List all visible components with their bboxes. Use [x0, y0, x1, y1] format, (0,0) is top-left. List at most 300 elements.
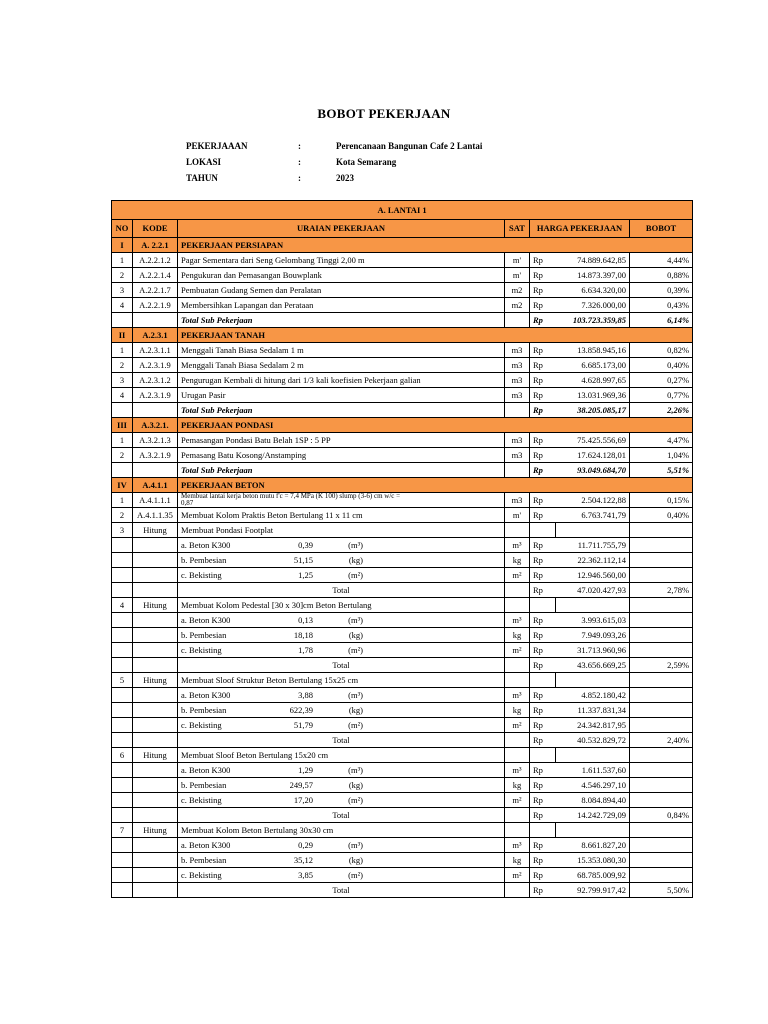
- subtotal-harga: 38.205.085,17: [556, 403, 630, 418]
- sub-item-qty: 1,25: [298, 569, 313, 580]
- blank-cell: [630, 598, 693, 613]
- item-row: [112, 373, 693, 388]
- blank-cell: [505, 808, 530, 823]
- blank-cell: [133, 838, 178, 853]
- blank-cell: [112, 868, 133, 883]
- sub-item-unit: (kg): [348, 704, 363, 715]
- sub-item-desc: [178, 628, 505, 643]
- blank-cell: [112, 403, 133, 418]
- group-total-rp: Rp: [530, 808, 556, 823]
- sub-item-row: [112, 538, 693, 553]
- blank-cell: [630, 823, 693, 838]
- blank-cell: [133, 763, 178, 778]
- sub-item-sat: m³: [505, 538, 530, 553]
- blank-cell: [133, 733, 178, 748]
- col-header-sat: SAT: [505, 220, 530, 238]
- group-kode: Hitung: [133, 673, 178, 688]
- item-no: 1: [112, 253, 133, 268]
- item-uraian: Membersihkan Lapangan dan Perataan: [178, 298, 505, 313]
- group-total-bobot: 2,40%: [630, 733, 693, 748]
- sub-item: [181, 839, 363, 852]
- section-kode: A.4.1.1: [133, 478, 178, 493]
- item-uraian: Pagar Sementara dari Seng Gelombang Tinggi 2,00 m: [178, 253, 505, 268]
- item-row: [112, 343, 693, 358]
- item-kode: A.3.2.1.9: [133, 448, 178, 463]
- group-kode: Hitung: [133, 823, 178, 838]
- subtotal-label: Total Sub Pekerjaan: [178, 463, 505, 478]
- meta-value: 2023: [336, 173, 354, 183]
- group-no: 4: [112, 598, 133, 613]
- item-row: [112, 268, 693, 283]
- group-total-label: Total: [178, 808, 505, 823]
- sub-item-unit: (kg): [348, 854, 363, 865]
- sub-item-desc: [178, 703, 505, 718]
- item-rp: Rp: [530, 268, 556, 283]
- item-harga: 17.624.128,01: [556, 448, 630, 463]
- blank-cell: [133, 853, 178, 868]
- item-bobot: 0,27%: [630, 373, 693, 388]
- subtotal-row: [112, 313, 693, 328]
- sub-item-harga: 22.362.112,14: [556, 553, 630, 568]
- subtotal-label: Total Sub Pekerjaan: [178, 313, 505, 328]
- item-row: [112, 283, 693, 298]
- sub-item-qty: 51,15: [293, 554, 313, 565]
- sub-item-sat: kg: [505, 778, 530, 793]
- item-no: 2: [112, 268, 133, 283]
- blank-cell: [133, 643, 178, 658]
- sub-item-rp: Rp: [530, 568, 556, 583]
- sub-item: [181, 704, 363, 717]
- item-kode: A.2.3.1.9: [133, 358, 178, 373]
- item-bobot: 0,43%: [630, 298, 693, 313]
- sub-item: [181, 854, 363, 867]
- item-kode: A.2.2.1.2: [133, 253, 178, 268]
- subtotal-row: [112, 463, 693, 478]
- blank-cell: [133, 553, 178, 568]
- group-total-label: Total: [178, 733, 505, 748]
- item-row: [112, 448, 693, 463]
- item-row: [112, 493, 693, 508]
- bobot-table: [111, 200, 693, 898]
- group-no: 7: [112, 823, 133, 838]
- sub-item-qty: 17,20: [293, 794, 313, 805]
- blank-cell: [133, 808, 178, 823]
- blank-cell: [505, 598, 530, 613]
- item-no: 2: [112, 448, 133, 463]
- sub-item: [181, 779, 363, 792]
- item-uraian: Membuat Kolom Praktis Beton Bertulang 11 x 11 cm: [178, 508, 505, 523]
- sub-item-desc: [178, 688, 505, 703]
- blank-cell: [133, 778, 178, 793]
- blank-cell: [556, 823, 630, 838]
- blank-cell: [630, 793, 693, 808]
- blank-cell: [112, 718, 133, 733]
- blank-cell: [112, 553, 133, 568]
- subtotal-harga: 103.723.359,85: [556, 313, 630, 328]
- item-uraian: Urugan Pasir: [178, 388, 505, 403]
- item-kode: A.2.2.1.9: [133, 298, 178, 313]
- section-header-row: [112, 328, 693, 343]
- item-rp: Rp: [530, 358, 556, 373]
- item-uraian: [178, 493, 505, 508]
- blank-cell: [112, 463, 133, 478]
- section-kode: A.3.2.1.: [133, 418, 178, 433]
- blank-cell: [630, 613, 693, 628]
- item-bobot: 0,88%: [630, 268, 693, 283]
- item-sat: m3: [505, 493, 530, 508]
- sub-item-row: [112, 613, 693, 628]
- meta-label: LOKASI: [186, 157, 222, 167]
- blank-cell: [556, 523, 630, 538]
- group-total-bobot: 0,84%: [630, 808, 693, 823]
- sub-item-sat: m³: [505, 763, 530, 778]
- sub-item-name: a. Beton K300: [181, 839, 231, 850]
- sub-item-row: [112, 853, 693, 868]
- meta-value: Perencanaan Bangunan Cafe 2 Lantai: [336, 141, 483, 151]
- sub-item: [181, 569, 363, 582]
- group-total-rp: Rp: [530, 733, 556, 748]
- sub-item-sat: kg: [505, 628, 530, 643]
- item-harga: 6.685.173,00: [556, 358, 630, 373]
- sub-item-rp: Rp: [530, 643, 556, 658]
- item-row: [112, 253, 693, 268]
- sub-item-name: b. Pembesian: [181, 629, 227, 640]
- blank-cell: [630, 763, 693, 778]
- item-no: 1: [112, 433, 133, 448]
- group-title-row: [112, 598, 693, 613]
- sub-item-name: c. Bekisting: [181, 644, 222, 655]
- item-rp: Rp: [530, 448, 556, 463]
- group-title-row: [112, 523, 693, 538]
- meta-colon: :: [298, 173, 301, 183]
- blank-cell: [505, 403, 530, 418]
- item-no: 2: [112, 358, 133, 373]
- sub-item-desc: [178, 868, 505, 883]
- sub-item-harga: 12.946.560,00: [556, 568, 630, 583]
- group-total-rp: Rp: [530, 883, 556, 898]
- sub-item-desc: [178, 553, 505, 568]
- sub-item-harga: 68.785.009,92: [556, 868, 630, 883]
- item-rp: Rp: [530, 373, 556, 388]
- sub-item-rp: Rp: [530, 613, 556, 628]
- col-header-bobot: BOBOT: [630, 220, 693, 238]
- blank-cell: [556, 748, 630, 763]
- item-sat: m3: [505, 373, 530, 388]
- sub-item-harga: 31.713.960,96: [556, 643, 630, 658]
- sub-item-name: b. Pembesian: [181, 854, 227, 865]
- sub-item-sat: kg: [505, 853, 530, 868]
- group-total-bobot: 5,50%: [630, 883, 693, 898]
- blank-cell: [112, 643, 133, 658]
- item-harga: 14.873.397,00: [556, 268, 630, 283]
- item-sat: m2: [505, 283, 530, 298]
- blank-cell: [133, 718, 178, 733]
- section-name: PEKERJAAN TANAH: [178, 328, 693, 343]
- blank-cell: [112, 688, 133, 703]
- item-rp: Rp: [530, 283, 556, 298]
- sub-item-harga: 8.084.894,40: [556, 793, 630, 808]
- item-bobot: 0,77%: [630, 388, 693, 403]
- sub-item-qty: 3,85: [298, 869, 313, 880]
- item-rp: Rp: [530, 508, 556, 523]
- item-sat: m3: [505, 433, 530, 448]
- sub-item-unit: (kg): [348, 554, 363, 565]
- item-row: [112, 433, 693, 448]
- sub-item-row: [112, 553, 693, 568]
- blank-cell: [112, 568, 133, 583]
- sub-item-unit: (kg): [348, 779, 363, 790]
- sub-item-qty: 622,39: [289, 704, 313, 715]
- sub-item-unit: (m²): [348, 869, 363, 880]
- blank-cell: [630, 538, 693, 553]
- item-no: 1: [112, 343, 133, 358]
- sub-item-unit: (m³): [348, 539, 363, 550]
- blank-cell: [630, 838, 693, 853]
- item-harga: 74.889.642,85: [556, 253, 630, 268]
- group-total-label: Total: [178, 583, 505, 598]
- blank-cell: [112, 703, 133, 718]
- group-title: Membuat Kolom Pedestal [30 x 30]cm Beton Bertulang: [178, 598, 505, 613]
- sub-item-desc: [178, 718, 505, 733]
- item-kode: A.4.1.1.1: [133, 493, 178, 508]
- item-kode: A.2.2.1.4: [133, 268, 178, 283]
- blank-cell: [133, 883, 178, 898]
- item-no: 3: [112, 283, 133, 298]
- item-rp: Rp: [530, 433, 556, 448]
- sub-item-qty: 35,12: [293, 854, 313, 865]
- sub-item-desc: [178, 793, 505, 808]
- blank-cell: [630, 673, 693, 688]
- uraian-line: Membuat lantai kerja beton mutu f'c = 7,4 MPa (K 100) slump (3-6) cm w/c =: [181, 492, 401, 500]
- subtotal-label: Total Sub Pekerjaan: [178, 403, 505, 418]
- sub-item: [181, 614, 363, 627]
- sub-item-desc: [178, 568, 505, 583]
- item-uraian: Pembuatan Gudang Semen dan Peralatan: [178, 283, 505, 298]
- item-no: 2: [112, 508, 133, 523]
- item-harga: 13.031.969,36: [556, 388, 630, 403]
- item-bobot: 4,44%: [630, 253, 693, 268]
- item-harga: 2.504.122,88: [556, 493, 630, 508]
- blank-cell: [133, 583, 178, 598]
- group-title-row: [112, 748, 693, 763]
- group-total-row: [112, 883, 693, 898]
- group-kode: Hitung: [133, 748, 178, 763]
- item-bobot: 1,04%: [630, 448, 693, 463]
- meta-value: Kota Semarang: [336, 157, 397, 167]
- section-name: PEKERJAAN PERSIAPAN: [178, 238, 693, 253]
- sub-item-name: a. Beton K300: [181, 689, 231, 700]
- item-harga: 7.326.000,00: [556, 298, 630, 313]
- blank-cell: [112, 838, 133, 853]
- blank-cell: [630, 628, 693, 643]
- subtotal-rp: Rp: [530, 403, 556, 418]
- item-rp: Rp: [530, 343, 556, 358]
- item-row: [112, 388, 693, 403]
- blank-cell: [133, 538, 178, 553]
- blank-cell: [530, 598, 556, 613]
- sub-item-desc: [178, 778, 505, 793]
- blank-cell: [112, 733, 133, 748]
- section-no: I: [112, 238, 133, 253]
- subtotal-rp: Rp: [530, 313, 556, 328]
- col-header-harga: HARGA PEKERJAAN: [530, 220, 630, 238]
- blank-cell: [133, 688, 178, 703]
- sub-item-sat: kg: [505, 703, 530, 718]
- blank-cell: [133, 463, 178, 478]
- blank-cell: [112, 778, 133, 793]
- sub-item: [181, 554, 363, 567]
- item-sat: m2: [505, 298, 530, 313]
- sub-item-sat: m²: [505, 868, 530, 883]
- sub-item-qty: 0,29: [298, 839, 313, 850]
- group-total-rp: Rp: [530, 583, 556, 598]
- blank-cell: [630, 568, 693, 583]
- item-no: 4: [112, 388, 133, 403]
- item-rp: Rp: [530, 298, 556, 313]
- item-no: 1: [112, 493, 133, 508]
- sub-item-name: b. Pembesian: [181, 554, 227, 565]
- sub-item: [181, 629, 363, 642]
- sub-item: [181, 644, 363, 657]
- sub-item-name: c. Bekisting: [181, 794, 222, 805]
- group-total-row: [112, 583, 693, 598]
- sub-item-harga: 7.949.093,26: [556, 628, 630, 643]
- blank-cell: [112, 883, 133, 898]
- sub-item-name: c. Bekisting: [181, 869, 222, 880]
- sub-item-rp: Rp: [530, 763, 556, 778]
- section-no: III: [112, 418, 133, 433]
- item-sat: m3: [505, 388, 530, 403]
- blank-cell: [505, 658, 530, 673]
- blank-cell: [505, 463, 530, 478]
- col-header-no: NO: [112, 220, 133, 238]
- item-sat: m': [505, 508, 530, 523]
- blank-cell: [505, 673, 530, 688]
- blank-cell: [556, 598, 630, 613]
- sub-item-rp: Rp: [530, 718, 556, 733]
- sub-item-desc: [178, 853, 505, 868]
- sub-item-sat: m³: [505, 838, 530, 853]
- group-total-harga: 47.020.427,93: [556, 583, 630, 598]
- item-bobot: 0,40%: [630, 508, 693, 523]
- sub-item-qty: 249,57: [289, 779, 313, 790]
- sub-item-sat: kg: [505, 553, 530, 568]
- sub-item-unit: (m²): [348, 644, 363, 655]
- sub-item-sat: m³: [505, 688, 530, 703]
- item-no: 3: [112, 373, 133, 388]
- item-kode: A.3.2.1.3: [133, 433, 178, 448]
- sub-item: [181, 689, 363, 702]
- blank-cell: [133, 613, 178, 628]
- sub-item-harga: 8.661.827,20: [556, 838, 630, 853]
- sub-item-sat: m²: [505, 793, 530, 808]
- sub-item-name: a. Beton K300: [181, 764, 231, 775]
- sub-item-unit: (m³): [348, 839, 363, 850]
- blank-cell: [630, 643, 693, 658]
- sub-item-rp: Rp: [530, 628, 556, 643]
- item-uraian: Pengukuran dan Pemasangan Bouwplank: [178, 268, 505, 283]
- item-kode: A.2.3.1.9: [133, 388, 178, 403]
- group-total-harga: 92.799.917,42: [556, 883, 630, 898]
- item-harga: 6.763.741,79: [556, 508, 630, 523]
- sub-item-row: [112, 763, 693, 778]
- sub-item-harga: 4.546.297,10: [556, 778, 630, 793]
- sub-item-row: [112, 778, 693, 793]
- sub-item-name: a. Beton K300: [181, 614, 231, 625]
- blank-cell: [133, 793, 178, 808]
- sub-item-row: [112, 628, 693, 643]
- blank-cell: [133, 658, 178, 673]
- sub-item-rp: Rp: [530, 688, 556, 703]
- sub-item-rp: Rp: [530, 553, 556, 568]
- sub-item: [181, 764, 363, 777]
- item-row: [112, 508, 693, 523]
- sub-item-sat: m²: [505, 643, 530, 658]
- subtotal-bobot: 5,51%: [630, 463, 693, 478]
- item-uraian: Pemasang Batu Kosong/Anstamping: [178, 448, 505, 463]
- blank-cell: [112, 313, 133, 328]
- group-total-label: Total: [178, 658, 505, 673]
- group-total-bobot: 2,59%: [630, 658, 693, 673]
- group-title: Membuat Sloof Struktur Beton Bertulang 15x25 cm: [178, 673, 505, 688]
- sub-item-unit: (m²): [348, 569, 363, 580]
- item-row: [112, 298, 693, 313]
- item-uraian: Pengurugan Kembali di hitung dari 1/3 kali koefisien Pekerjaan galian: [178, 373, 505, 388]
- sub-item-qty: 0,39: [298, 539, 313, 550]
- sub-item-rp: Rp: [530, 853, 556, 868]
- blank-cell: [530, 823, 556, 838]
- sub-item-name: c. Bekisting: [181, 569, 222, 580]
- item-bobot: 0,40%: [630, 358, 693, 373]
- group-total-bobot: 2,78%: [630, 583, 693, 598]
- item-bobot: 0,15%: [630, 493, 693, 508]
- item-harga: 4.628.997,65: [556, 373, 630, 388]
- sub-item-sat: m³: [505, 613, 530, 628]
- blank-cell: [133, 628, 178, 643]
- sub-item-unit: (m²): [348, 794, 363, 805]
- sub-item: [181, 869, 363, 882]
- group-total-row: [112, 733, 693, 748]
- blank-cell: [530, 748, 556, 763]
- sub-item-rp: Rp: [530, 868, 556, 883]
- item-sat: m3: [505, 358, 530, 373]
- sub-item-desc: [178, 643, 505, 658]
- blank-cell: [112, 763, 133, 778]
- sub-item-sat: m²: [505, 568, 530, 583]
- item-rp: Rp: [530, 493, 556, 508]
- item-bobot: 4,47%: [630, 433, 693, 448]
- blank-cell: [133, 568, 178, 583]
- sub-item-unit: (m³): [348, 614, 363, 625]
- item-bobot: 0,82%: [630, 343, 693, 358]
- blank-cell: [556, 673, 630, 688]
- sub-item-unit: (m³): [348, 764, 363, 775]
- sub-item-rp: Rp: [530, 838, 556, 853]
- sub-item-qty: 3,88: [298, 689, 313, 700]
- subtotal-harga: 93.049.684,70: [556, 463, 630, 478]
- item-rp: Rp: [530, 253, 556, 268]
- sub-item-name: b. Pembesian: [181, 779, 227, 790]
- sub-item-unit: (kg): [348, 629, 363, 640]
- item-bobot: 0,39%: [630, 283, 693, 298]
- sub-item-desc: [178, 763, 505, 778]
- group-total-row: [112, 658, 693, 673]
- meta-colon: :: [298, 141, 301, 151]
- sub-item-row: [112, 568, 693, 583]
- group-kode: Hitung: [133, 598, 178, 613]
- blank-cell: [112, 628, 133, 643]
- group-total-rp: Rp: [530, 658, 556, 673]
